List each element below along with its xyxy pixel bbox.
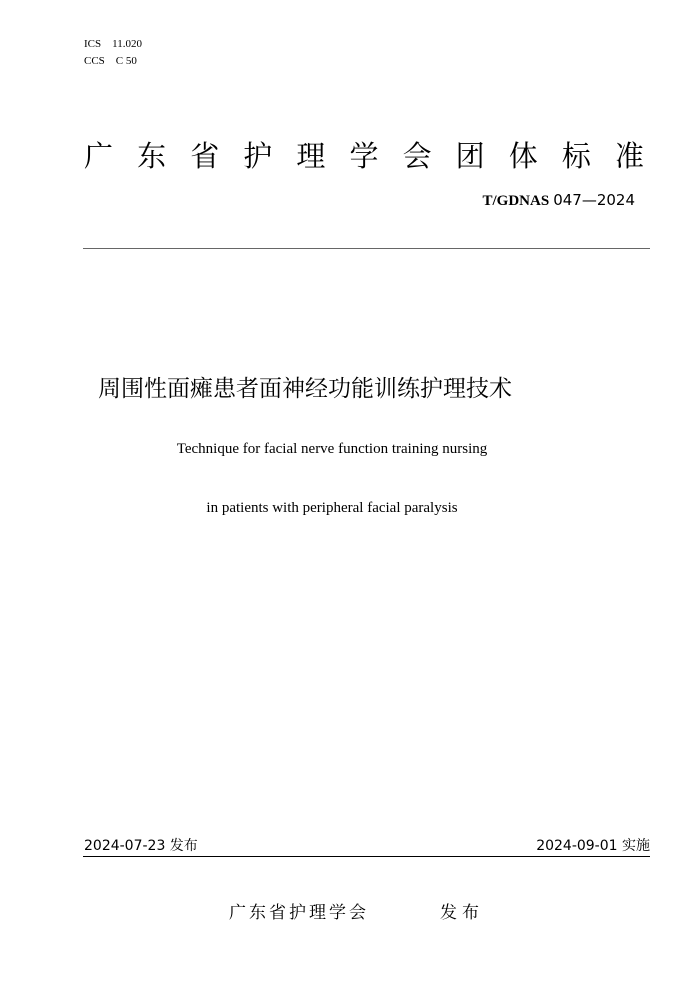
implementation-date: 2024-09-01 实施: [536, 838, 650, 854]
title-english-line-2: in patients with peripheral facial paralysis: [206, 500, 458, 516]
standard-number-suffix: 047—2024: [553, 191, 635, 209]
standard-type-char: 准: [614, 138, 644, 173]
standard-type-char: 团: [455, 138, 485, 173]
standard-type-heading: [84, 134, 644, 174]
standard-type-char: 东: [137, 138, 167, 173]
standard-number: [483, 190, 636, 211]
standard-type-char: 体: [508, 138, 538, 173]
standard-type-char: 省: [190, 138, 220, 173]
release-date: 2024-07-23 发布: [84, 838, 198, 854]
ccs-label: CCS: [84, 55, 105, 67]
standard-type-char: 理: [296, 138, 326, 173]
standard-type-char: 护: [243, 138, 273, 173]
header-divider: [83, 248, 650, 249]
footer-divider: [83, 856, 650, 857]
standard-type-char: 广: [84, 138, 114, 173]
ics-code: 11.020: [112, 38, 142, 50]
standard-type-char: 学: [349, 138, 379, 173]
publish-label: 发布: [440, 903, 484, 923]
ics-label: ICS: [84, 38, 102, 50]
standard-type-char: 会: [402, 138, 432, 173]
ccs-code-line: [84, 54, 137, 68]
standard-number-prefix: T/GDNAS: [482, 193, 550, 209]
title-english-line-1: Technique for facial nerve function training nursing: [176, 441, 488, 457]
ics-code-line: [84, 37, 142, 51]
standard-type-char: 标: [561, 138, 591, 173]
publisher-organization: 广东省护理学会: [229, 903, 369, 923]
title-chinese: 周围性面瘫患者面神经功能训练护理技术: [98, 376, 512, 402]
ccs-code: C 50: [115, 55, 137, 67]
